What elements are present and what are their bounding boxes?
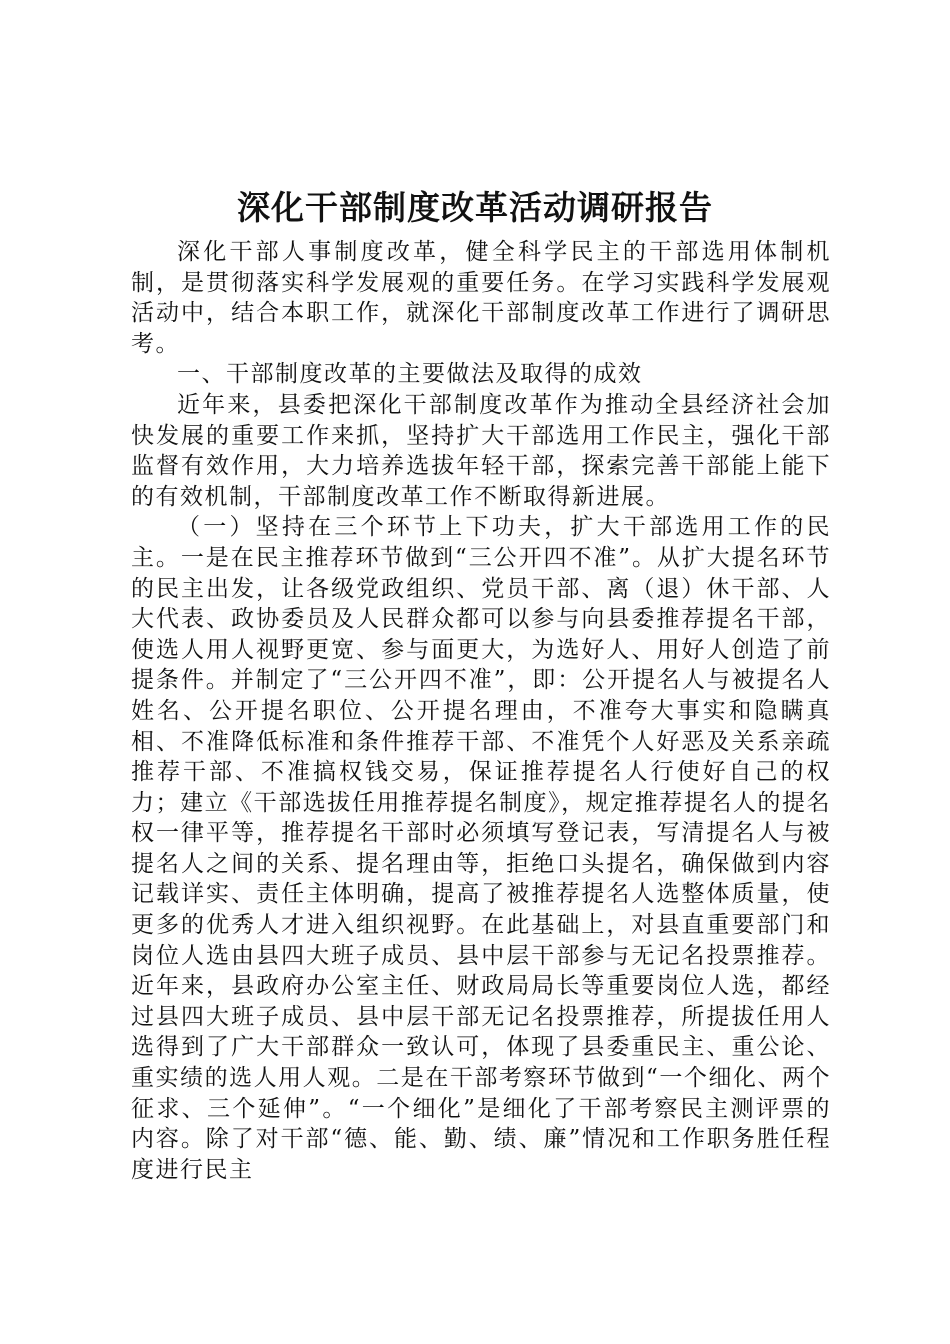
document-title: 深化干部制度改革活动调研报告 — [237, 188, 713, 227]
paragraph-subsection-1: （一）坚持在三个环节上下功夫，扩大干部选用工作的民主。一是在民主推荐环节做到“三公开四不准”。从扩大提名环节的民主出发，让各级党政组织、党员干部、离（退）休干部、人大代表、政协委员及人民群众都可以参与向县委推荐提名干部，使选人用人视野更宽、参与面更大，为选好人、用好人创造了前提条件。并制定了“三公开四不准”，即：公开提名人与被提名人姓名、公开提名职位、公开提名理由，不准夸大事实和隐瞒真相、不准降低标准和条件推荐干部、不准凭个人好恶及关系亲疏推荐干部、不准搞权钱交易，保证推荐提名人行使好自己的权力；建立《干部选拔任用推荐提名制度》，规定推荐提名人的提名权一律平等，推荐提名干部时必须填写登记表，写清提名人与被提名人之间的关系、提名理由等，拒绝口头提名，确保做到内容记载详实、责任主体明确，提高了被推荐提名人选整体质量，使更多的优秀人才进入组织视野。在此基础上，对县直重要部门和岗位人选由县四大班子成员、县中层干部参与无记名投票推荐。近年来，县政府办公室主任、财政局局长等重要岗位人选，都经过县四大班子成员、县中层干部无记名投票推荐，所提拔任用人选得到了广大干部群众一致认可，体现了县委重民主、重公论、重实绩的选人用人观。二是在干部考察环节做到“一个细化、两个征求、三个延伸”。“一个细化”是细化了干部考察民主测评票的内容。除了对干部“德、能、勤、绩、廉”情况和工作职务胜任程度进行民主 — [131, 514, 831, 1183]
paragraph-overview: 近年来，县委把深化干部制度改革作为推动全县经济社会加快发展的重要工作来抓，坚持扩大干部选用工作民主，强化干部监督有效作用，大力培养选拔年轻干部，探索完善干部能上能下的有效机制，干部制度改革工作不断取得新进展。 — [131, 391, 831, 510]
section-heading-1: 一、干部制度改革的主要做法及取得的成效 — [177, 361, 643, 388]
paragraph-intro: 深化干部人事制度改革，健全科学民主的干部选用体制机制，是贯彻落实科学发展观的重要任务。在学习实践科学发展观活动中，结合本职工作，就深化干部制度改革工作进行了调研思考。 — [131, 239, 831, 357]
document-body — [131, 237, 831, 1185]
